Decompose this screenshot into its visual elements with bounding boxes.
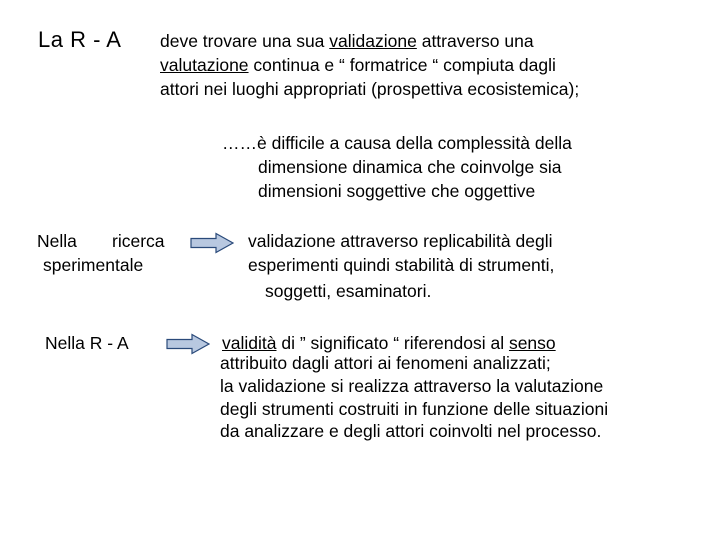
difficulty-line-1: ……è difficile a causa della complessità della <box>222 133 572 153</box>
difficulty-line-2: dimensione dinamica che coinvolge sia <box>258 157 562 177</box>
section2-line-2: attribuito dagli attori ai fenomeni analizzati; <box>220 353 551 373</box>
section2-line-4: degli strumenti costruiti in funzione delle situazioni <box>220 399 609 419</box>
intro-text: deve trovare una sua <box>160 31 330 51</box>
intro-text: attraverso una <box>416 31 534 51</box>
section2-text: di ” significato “ riferendosi al <box>276 333 509 353</box>
page-title: La R - A <box>38 27 122 52</box>
section1-text-line-1: validazione attraverso replicabilità degli <box>248 231 553 251</box>
section2-line-5: da analizzare e degli attori coinvolti nel processo. <box>220 421 602 441</box>
section1-text-line-3: soggetti, esaminatori. <box>265 281 432 301</box>
intro-line-1 <box>160 30 534 53</box>
arrow-right-icon <box>190 232 234 254</box>
arrow-right-icon <box>166 333 210 355</box>
section1-label-line-2: sperimentale <box>43 255 144 275</box>
intro-line-2 <box>160 54 556 77</box>
section1-label-word-2: ricerca <box>112 231 165 251</box>
intro-text: continua e “ formatrice “ compiuta dagli <box>248 55 556 75</box>
difficulty-line-3: dimensioni soggettive che oggettive <box>258 181 536 201</box>
intro-line-3: attori nei luoghi appropriati (prospettiva ecosistemica); <box>160 79 580 99</box>
underlined-term: senso <box>508 333 556 353</box>
section1-text-line-2: esperimenti quindi stabilità di strumenti, <box>248 255 555 275</box>
section1-label-word-1: Nella <box>37 231 77 251</box>
section2-label: Nella R - A <box>45 333 129 353</box>
underlined-term: valutazione <box>160 55 249 75</box>
underlined-term: validità <box>222 333 277 353</box>
underlined-term: validazione <box>329 31 417 51</box>
section2-line-3: la validazione si realizza attraverso la valutazione <box>220 376 604 396</box>
